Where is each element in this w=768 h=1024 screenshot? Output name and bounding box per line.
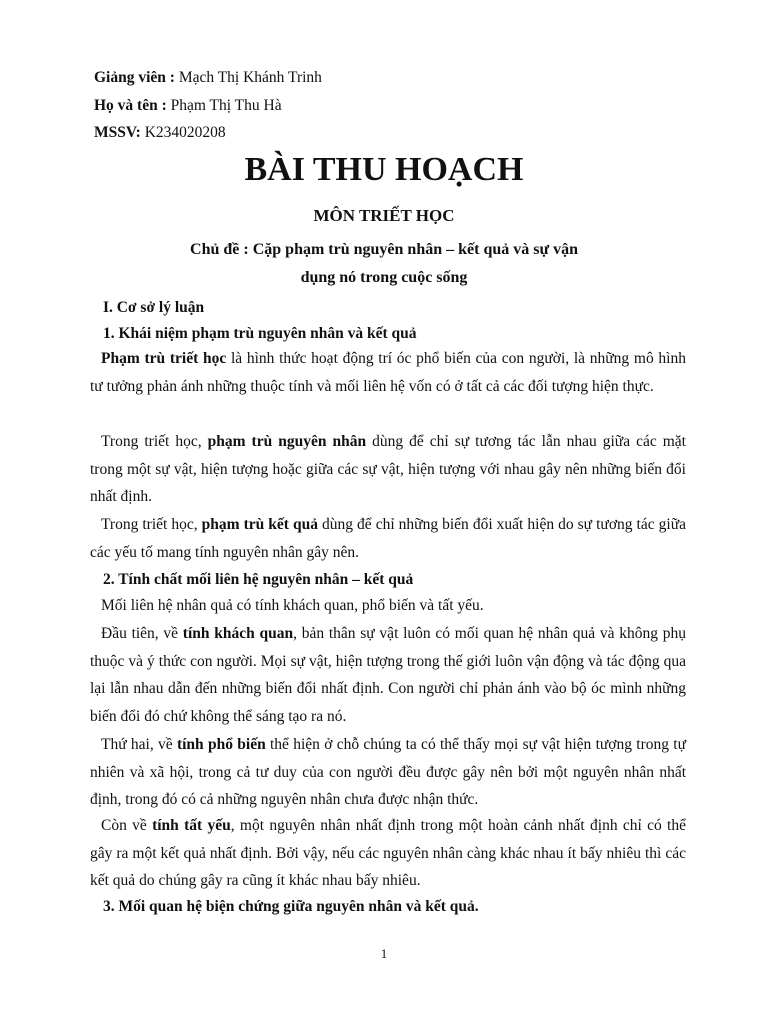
paragraph-5 [90,620,686,730]
paragraph-5-pre: Đầu tiên, về [101,625,183,642]
lecturer-label: Giảng viên : [94,69,175,86]
subsection-heading-3: 3. Mối quan hệ biện chứng giữa nguyên nhân và kết quả. [103,898,479,915]
paragraph-5-text: , bản thân sự vật luôn có mối quan hệ nhân quả và không phụ thuộc và ý thức con người. Mọi sự vật, hiện tượng trong thế giới luôn vận động và tác động qua lại lẫn nhau dẫn đến những biến đổi nhất định. Con người chỉ phản ánh vào bộ óc mình những biến đổi đó chứ không thể sáng tạo ra nó. [90,625,686,725]
term-necessity: tính tất yếu [152,817,231,834]
term-philosophy-category: Phạm trù triết học [101,350,227,367]
paragraph-4: Mối liên hệ nhân quả có tính khách quan, phổ biến và tất yếu. [101,597,484,614]
paragraph-3-pre: Trong triết học, [101,516,202,533]
document-title: BÀI THU HOẠCH [244,151,524,188]
paragraph-6-text: thể hiện ở chỗ chúng ta có thể thấy mọi sự vật hiện tượng trong tự nhiên và xã hội, trong cả tư duy của con người đều được gây nên bởi một nguyên nhân nhất định, trong đó có cả những nguyên nhân chưa được nhận thức. [90,736,687,808]
student-id-line [94,123,226,143]
student-id-value: K234020208 [140,124,226,141]
student-id-label: MSSV: [94,124,141,141]
section-heading-1: I. Cơ sở lý luận [103,299,205,316]
topic-line-2: dụng nó trong cuộc sống [300,269,468,286]
term-effect: phạm trù kết quả [201,516,318,533]
term-objectivity: tính khách quan [182,625,294,642]
paragraph-1 [90,345,686,400]
paragraph-2-text: dùng để chỉ sự tương tác lẫn nhau giữa các mặt trong một sự vật, hiện tượng hoặc giữa các sự vật, hiện tượng với nhau gây nên những biến đổi nhất định. [90,433,686,505]
paragraph-7 [90,812,686,895]
subsection-heading-1: 1. Khái niệm phạm trù nguyên nhân và kết quả [103,325,417,342]
page-number: 1 [380,946,388,961]
student-name-label: Họ và tên : [94,97,167,114]
paragraph-3-text: dùng để chỉ những biến đổi xuất hiện do sự tương tác giữa các yếu tố mang tính nguyên nhân gây nên. [90,516,686,561]
paragraph-1-text: là hình thức hoạt động trí óc phổ biến của con người, là những mô hình tư tưởng phản ánh những thuộc tính và mối liên hệ vốn có ở tất cả các đối tượng hiện thực. [90,350,686,395]
lecturer-line [94,68,322,88]
paragraph-7-text: , một nguyên nhân nhất định trong một hoàn cảnh nhất định chỉ có thể gây ra một kết quả nhất định. Bởi vậy, nếu các nguyên nhân càng khác nhau ít bấy nhiêu thì các kết quả do chúng gây ra cũng ít khác nhau bấy nhiêu. [90,817,686,889]
paragraph-2 [90,428,686,511]
subject-heading: MÔN TRIẾT HỌC [313,206,455,225]
paragraph-6-pre: Thứ hai, về [101,736,177,753]
paragraph-2-pre: Trong triết học, [101,433,208,450]
paragraph-6 [90,731,686,814]
student-name-line [94,96,282,116]
topic-line-1: Chủ đề : Cặp phạm trù nguyên nhân – kết quả và sự vận [190,241,578,258]
paragraph-7-pre: Còn về [101,817,153,834]
student-name-value: Phạm Thị Thu Hà [166,97,282,114]
lecturer-value: Mạch Thị Khánh Trinh [174,69,322,86]
subsection-heading-2: 2. Tính chất mối liên hệ nguyên nhân – kết quả [103,571,414,588]
paragraph-3 [90,511,686,566]
term-cause: phạm trù nguyên nhân [207,433,367,450]
term-universality: tính phổ biến [176,736,266,753]
